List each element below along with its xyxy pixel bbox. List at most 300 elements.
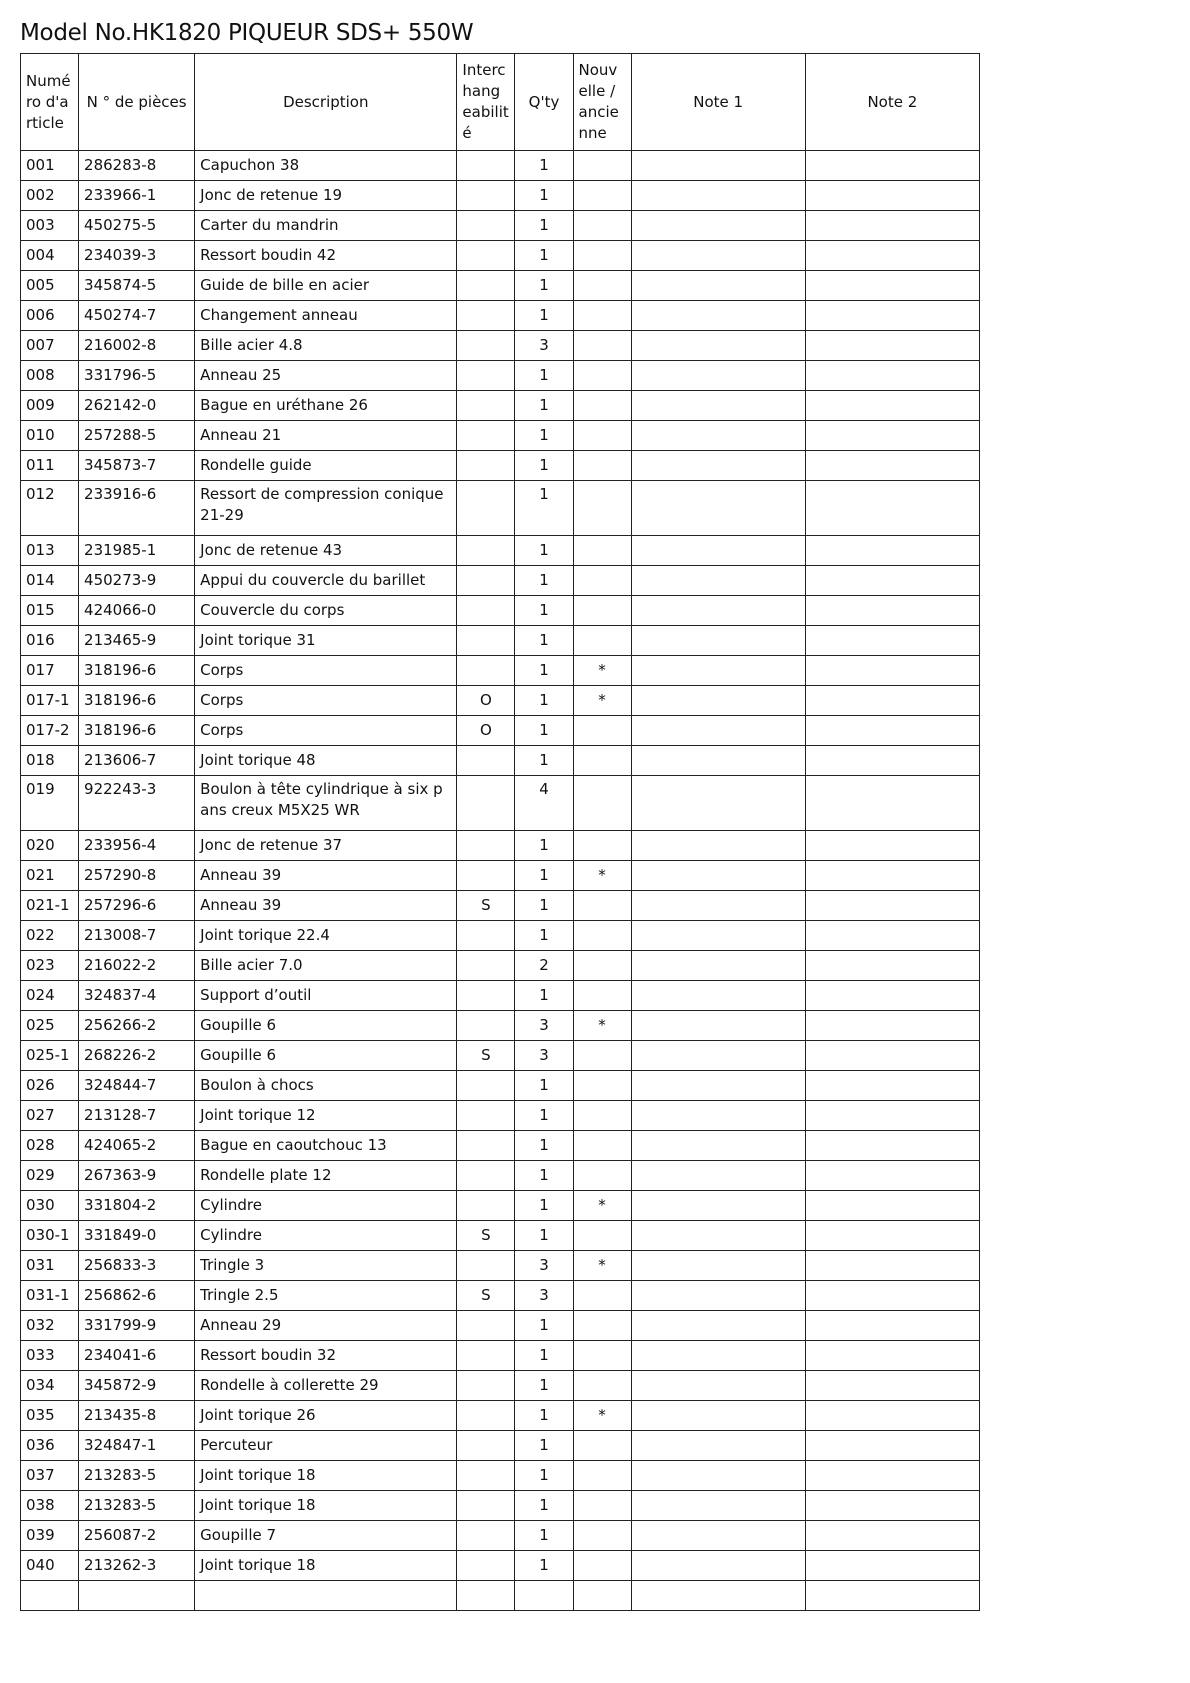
parts-table — [20, 53, 980, 1611]
table-row — [21, 1251, 980, 1281]
cell-item-number: 032 — [21, 1311, 79, 1341]
cell-interchangeability — [457, 656, 515, 686]
cell-description: Goupille 6 — [195, 1041, 457, 1071]
cell-new-old — [573, 1311, 631, 1341]
cell-item-number: 008 — [21, 361, 79, 391]
cell-note-2 — [805, 1341, 979, 1371]
cell-description: Carter du mandrin — [195, 211, 457, 241]
cell-quantity: 1 — [515, 1551, 573, 1581]
table-row — [21, 861, 980, 891]
cell-note-1 — [631, 626, 805, 656]
cell-note-1 — [631, 151, 805, 181]
cell-new-old — [573, 1221, 631, 1251]
cell-new-old — [573, 1281, 631, 1311]
cell-interchangeability — [457, 391, 515, 421]
cell-note-2 — [805, 716, 979, 746]
cell-note-2 — [805, 1581, 979, 1611]
cell-note-2 — [805, 1491, 979, 1521]
table-row — [21, 1491, 980, 1521]
cell-interchangeability — [457, 921, 515, 951]
cell-part-number: 262142-0 — [79, 391, 195, 421]
cell-note-2 — [805, 626, 979, 656]
table-header-row — [21, 54, 980, 151]
cell-note-2 — [805, 301, 979, 331]
table-row — [21, 626, 980, 656]
cell-note-1 — [631, 181, 805, 211]
cell-note-1 — [631, 481, 805, 536]
cell-note-2 — [805, 921, 979, 951]
cell-new-old — [573, 626, 631, 656]
cell-description: Anneau 29 — [195, 1311, 457, 1341]
cell-part-number: 450273-9 — [79, 566, 195, 596]
cell-interchangeability — [457, 271, 515, 301]
table-row — [21, 361, 980, 391]
table-row — [21, 656, 980, 686]
cell-part-number: 216002-8 — [79, 331, 195, 361]
cell-interchangeability — [457, 301, 515, 331]
table-row — [21, 831, 980, 861]
cell-interchangeability: S — [457, 891, 515, 921]
cell-interchangeability — [457, 1251, 515, 1281]
cell-description: Appui du couvercle du barillet — [195, 566, 457, 596]
cell-note-2 — [805, 1131, 979, 1161]
header-interchangeability: Interc hang eabilit é — [457, 54, 515, 151]
cell-note-2 — [805, 536, 979, 566]
cell-description: Anneau 39 — [195, 861, 457, 891]
cell-item-number: 024 — [21, 981, 79, 1011]
cell-quantity: 1 — [515, 241, 573, 271]
cell-description: Bague en caoutchouc 13 — [195, 1131, 457, 1161]
cell-part-number: 213262-3 — [79, 1551, 195, 1581]
cell-new-old — [573, 1581, 631, 1611]
cell-new-old — [573, 1101, 631, 1131]
cell-description: Bille acier 7.0 — [195, 951, 457, 981]
cell-interchangeability — [457, 1341, 515, 1371]
cell-part-number: 213283-5 — [79, 1461, 195, 1491]
cell-item-number: 012 — [21, 481, 79, 536]
cell-note-1 — [631, 241, 805, 271]
cell-part-number: 318196-6 — [79, 656, 195, 686]
cell-quantity: 3 — [515, 1011, 573, 1041]
cell-new-old — [573, 566, 631, 596]
cell-quantity: 1 — [515, 1101, 573, 1131]
cell-note-2 — [805, 686, 979, 716]
cell-description: Joint torique 12 — [195, 1101, 457, 1131]
cell-part-number: 213283-5 — [79, 1491, 195, 1521]
cell-part-number: 233966-1 — [79, 181, 195, 211]
cell-note-2 — [805, 181, 979, 211]
cell-description: Changement anneau — [195, 301, 457, 331]
cell-item-number: 030 — [21, 1191, 79, 1221]
cell-description: Tringle 2.5 — [195, 1281, 457, 1311]
table-row — [21, 1101, 980, 1131]
cell-quantity: 4 — [515, 776, 573, 831]
cell-quantity — [515, 1581, 573, 1611]
cell-quantity: 1 — [515, 211, 573, 241]
cell-new-old: * — [573, 686, 631, 716]
cell-interchangeability — [457, 211, 515, 241]
cell-note-2 — [805, 981, 979, 1011]
cell-note-2 — [805, 421, 979, 451]
cell-description: Anneau 39 — [195, 891, 457, 921]
cell-new-old — [573, 241, 631, 271]
header-new-old: Nouv elle / ancie nne — [573, 54, 631, 151]
cell-interchangeability — [457, 1161, 515, 1191]
cell-note-1 — [631, 1461, 805, 1491]
cell-note-2 — [805, 361, 979, 391]
cell-item-number: 017-2 — [21, 716, 79, 746]
cell-new-old — [573, 1461, 631, 1491]
cell-item-number: 010 — [21, 421, 79, 451]
cell-part-number: 234039-3 — [79, 241, 195, 271]
cell-new-old — [573, 746, 631, 776]
cell-part-number: 318196-6 — [79, 716, 195, 746]
cell-note-2 — [805, 1281, 979, 1311]
cell-item-number: 017-1 — [21, 686, 79, 716]
cell-interchangeability — [457, 1191, 515, 1221]
cell-part-number: 216022-2 — [79, 951, 195, 981]
table-row — [21, 981, 980, 1011]
table-row — [21, 481, 980, 536]
table-row — [21, 1221, 980, 1251]
cell-item-number: 022 — [21, 921, 79, 951]
cell-note-2 — [805, 1011, 979, 1041]
cell-note-1 — [631, 596, 805, 626]
table-row — [21, 271, 980, 301]
cell-quantity: 1 — [515, 481, 573, 536]
cell-part-number: 234041-6 — [79, 1341, 195, 1371]
cell-new-old — [573, 451, 631, 481]
cell-interchangeability — [457, 861, 515, 891]
cell-new-old — [573, 891, 631, 921]
cell-note-1 — [631, 1041, 805, 1071]
table-row — [21, 1431, 980, 1461]
cell-note-2 — [805, 891, 979, 921]
cell-note-1 — [631, 861, 805, 891]
cell-quantity: 1 — [515, 686, 573, 716]
table-row — [21, 1131, 980, 1161]
table-row — [21, 1281, 980, 1311]
cell-new-old — [573, 361, 631, 391]
cell-note-1 — [631, 1311, 805, 1341]
cell-interchangeability — [457, 1461, 515, 1491]
cell-new-old — [573, 481, 631, 536]
cell-description: Joint torique 48 — [195, 746, 457, 776]
cell-item-number: 025-1 — [21, 1041, 79, 1071]
cell-quantity: 1 — [515, 1131, 573, 1161]
cell-part-number: 231985-1 — [79, 536, 195, 566]
table-row — [21, 181, 980, 211]
cell-description: Joint torique 31 — [195, 626, 457, 656]
cell-quantity: 1 — [515, 656, 573, 686]
cell-interchangeability — [457, 981, 515, 1011]
cell-quantity: 1 — [515, 1371, 573, 1401]
cell-quantity: 1 — [515, 831, 573, 861]
cell-description: Support d’outil — [195, 981, 457, 1011]
table-row — [21, 151, 980, 181]
table-row — [21, 776, 980, 831]
cell-quantity: 1 — [515, 361, 573, 391]
cell-part-number: 424065-2 — [79, 1131, 195, 1161]
cell-item-number: 020 — [21, 831, 79, 861]
cell-note-1 — [631, 1371, 805, 1401]
cell-item-number: 030-1 — [21, 1221, 79, 1251]
cell-item-number: 034 — [21, 1371, 79, 1401]
cell-item-number: 037 — [21, 1461, 79, 1491]
cell-quantity: 1 — [515, 861, 573, 891]
cell-description: Guide de bille en acier — [195, 271, 457, 301]
cell-note-1 — [631, 271, 805, 301]
cell-description: Joint torique 22.4 — [195, 921, 457, 951]
cell-part-number: 267363-9 — [79, 1161, 195, 1191]
cell-description: Corps — [195, 656, 457, 686]
cell-note-2 — [805, 451, 979, 481]
table-row — [21, 951, 980, 981]
cell-interchangeability — [457, 536, 515, 566]
cell-new-old: * — [573, 1191, 631, 1221]
cell-quantity: 1 — [515, 1461, 573, 1491]
cell-interchangeability: S — [457, 1221, 515, 1251]
cell-new-old — [573, 716, 631, 746]
cell-interchangeability — [457, 361, 515, 391]
cell-description: Joint torique 18 — [195, 1461, 457, 1491]
cell-item-number: 027 — [21, 1101, 79, 1131]
cell-quantity: 2 — [515, 951, 573, 981]
cell-note-1 — [631, 1131, 805, 1161]
cell-item-number: 035 — [21, 1401, 79, 1431]
cell-quantity: 1 — [515, 746, 573, 776]
cell-note-2 — [805, 481, 979, 536]
table-row — [21, 746, 980, 776]
cell-new-old — [573, 1161, 631, 1191]
cell-note-2 — [805, 776, 979, 831]
cell-note-2 — [805, 1251, 979, 1281]
cell-quantity: 1 — [515, 301, 573, 331]
cell-note-2 — [805, 951, 979, 981]
cell-quantity: 1 — [515, 536, 573, 566]
cell-description: Ressort boudin 32 — [195, 1341, 457, 1371]
cell-description: Joint torique 18 — [195, 1491, 457, 1521]
cell-note-2 — [805, 1041, 979, 1071]
cell-note-1 — [631, 536, 805, 566]
cell-interchangeability — [457, 451, 515, 481]
cell-interchangeability — [457, 1431, 515, 1461]
cell-description: Couvercle du corps — [195, 596, 457, 626]
cell-interchangeability — [457, 1011, 515, 1041]
cell-new-old — [573, 1371, 631, 1401]
cell-part-number: 324844-7 — [79, 1071, 195, 1101]
cell-interchangeability — [457, 1071, 515, 1101]
cell-note-2 — [805, 151, 979, 181]
cell-quantity: 1 — [515, 1071, 573, 1101]
cell-part-number: 324847-1 — [79, 1431, 195, 1461]
cell-note-1 — [631, 1491, 805, 1521]
cell-item-number: 017 — [21, 656, 79, 686]
cell-note-1 — [631, 451, 805, 481]
cell-item-number: 028 — [21, 1131, 79, 1161]
cell-interchangeability — [457, 1371, 515, 1401]
cell-item-number: 013 — [21, 536, 79, 566]
cell-item-number: 007 — [21, 331, 79, 361]
table-row — [21, 241, 980, 271]
cell-note-1 — [631, 951, 805, 981]
table-row — [21, 1551, 980, 1581]
cell-item-number: 026 — [21, 1071, 79, 1101]
cell-quantity: 1 — [515, 891, 573, 921]
cell-part-number: 286283-8 — [79, 151, 195, 181]
cell-note-1 — [631, 656, 805, 686]
cell-item-number: 025 — [21, 1011, 79, 1041]
cell-quantity: 1 — [515, 921, 573, 951]
cell-interchangeability — [457, 831, 515, 861]
cell-part-number: 331849-0 — [79, 1221, 195, 1251]
cell-description: Capuchon 38 — [195, 151, 457, 181]
cell-quantity: 1 — [515, 271, 573, 301]
cell-quantity: 1 — [515, 1191, 573, 1221]
table-row — [21, 1161, 980, 1191]
cell-interchangeability — [457, 1581, 515, 1611]
cell-description: Goupille 7 — [195, 1521, 457, 1551]
table-row — [21, 566, 980, 596]
cell-note-2 — [805, 1521, 979, 1551]
cell-new-old — [573, 831, 631, 861]
cell-new-old: * — [573, 1251, 631, 1281]
cell-new-old — [573, 1551, 631, 1581]
table-row — [21, 391, 980, 421]
cell-part-number: 213465-9 — [79, 626, 195, 656]
cell-new-old — [573, 181, 631, 211]
cell-description: Corps — [195, 686, 457, 716]
cell-interchangeability — [457, 151, 515, 181]
cell-new-old — [573, 776, 631, 831]
cell-item-number: 031-1 — [21, 1281, 79, 1311]
cell-part-number: 331804-2 — [79, 1191, 195, 1221]
cell-new-old — [573, 1491, 631, 1521]
header-part-number: N ° de pièces — [79, 54, 195, 151]
cell-description: Joint torique 18 — [195, 1551, 457, 1581]
cell-interchangeability — [457, 421, 515, 451]
cell-part-number: 213606-7 — [79, 746, 195, 776]
cell-description: Ressort boudin 42 — [195, 241, 457, 271]
cell-interchangeability — [457, 1101, 515, 1131]
cell-note-1 — [631, 1551, 805, 1581]
cell-item-number: 006 — [21, 301, 79, 331]
cell-quantity: 1 — [515, 1221, 573, 1251]
cell-part-number: 233956-4 — [79, 831, 195, 861]
table-row — [21, 211, 980, 241]
cell-quantity: 1 — [515, 391, 573, 421]
cell-part-number: 268226-2 — [79, 1041, 195, 1071]
cell-new-old — [573, 151, 631, 181]
cell-item-number: 019 — [21, 776, 79, 831]
table-row — [21, 1041, 980, 1071]
cell-part-number: 331796-5 — [79, 361, 195, 391]
cell-part-number: 233916-6 — [79, 481, 195, 536]
cell-note-1 — [631, 1101, 805, 1131]
cell-part-number: 257290-8 — [79, 861, 195, 891]
cell-description: Goupille 6 — [195, 1011, 457, 1041]
cell-note-1 — [631, 1401, 805, 1431]
cell-interchangeability: O — [457, 686, 515, 716]
cell-note-2 — [805, 271, 979, 301]
cell-part-number: 345872-9 — [79, 1371, 195, 1401]
cell-quantity: 1 — [515, 626, 573, 656]
cell-part-number: 345874-5 — [79, 271, 195, 301]
cell-description: Rondelle guide — [195, 451, 457, 481]
cell-new-old — [573, 1071, 631, 1101]
cell-note-2 — [805, 566, 979, 596]
cell-item-number: 021 — [21, 861, 79, 891]
cell-note-1 — [631, 921, 805, 951]
cell-new-old: * — [573, 656, 631, 686]
cell-note-1 — [631, 1011, 805, 1041]
cell-quantity: 1 — [515, 1341, 573, 1371]
header-note-1: Note 1 — [631, 54, 805, 151]
cell-note-1 — [631, 1581, 805, 1611]
cell-note-2 — [805, 596, 979, 626]
cell-note-1 — [631, 391, 805, 421]
cell-description: Cylindre — [195, 1221, 457, 1251]
cell-note-1 — [631, 361, 805, 391]
cell-part-number: 257296-6 — [79, 891, 195, 921]
cell-new-old — [573, 596, 631, 626]
cell-note-1 — [631, 331, 805, 361]
cell-interchangeability — [457, 951, 515, 981]
cell-interchangeability — [457, 596, 515, 626]
table-row — [21, 421, 980, 451]
cell-interchangeability — [457, 241, 515, 271]
cell-note-2 — [805, 1101, 979, 1131]
cell-new-old — [573, 1431, 631, 1461]
table-row — [21, 921, 980, 951]
cell-description: Cylindre — [195, 1191, 457, 1221]
cell-note-1 — [631, 1191, 805, 1221]
cell-note-1 — [631, 716, 805, 746]
table-row — [21, 686, 980, 716]
cell-note-2 — [805, 331, 979, 361]
cell-note-2 — [805, 1401, 979, 1431]
header-item-number: Numé ro d'a rticle — [21, 54, 79, 151]
cell-part-number: 922243-3 — [79, 776, 195, 831]
cell-quantity: 1 — [515, 1431, 573, 1461]
cell-item-number: 009 — [21, 391, 79, 421]
cell-item-number: 014 — [21, 566, 79, 596]
cell-note-1 — [631, 1161, 805, 1191]
cell-part-number: 213008-7 — [79, 921, 195, 951]
cell-note-1 — [631, 891, 805, 921]
cell-note-1 — [631, 1521, 805, 1551]
cell-new-old — [573, 1131, 631, 1161]
cell-part-number: 257288-5 — [79, 421, 195, 451]
cell-new-old: * — [573, 1011, 631, 1041]
cell-note-1 — [631, 686, 805, 716]
table-row — [21, 331, 980, 361]
cell-item-number: 002 — [21, 181, 79, 211]
cell-interchangeability: S — [457, 1281, 515, 1311]
cell-note-1 — [631, 1281, 805, 1311]
cell-note-1 — [631, 301, 805, 331]
cell-item-number: 021-1 — [21, 891, 79, 921]
cell-description: Percuteur — [195, 1431, 457, 1461]
cell-note-2 — [805, 1161, 979, 1191]
cell-new-old: * — [573, 1401, 631, 1431]
cell-quantity: 1 — [515, 596, 573, 626]
table-row — [21, 1461, 980, 1491]
cell-interchangeability — [457, 1551, 515, 1581]
cell-description: Ressort de compression conique 21-29 — [195, 481, 457, 536]
cell-item-number: 003 — [21, 211, 79, 241]
cell-description — [195, 1581, 457, 1611]
